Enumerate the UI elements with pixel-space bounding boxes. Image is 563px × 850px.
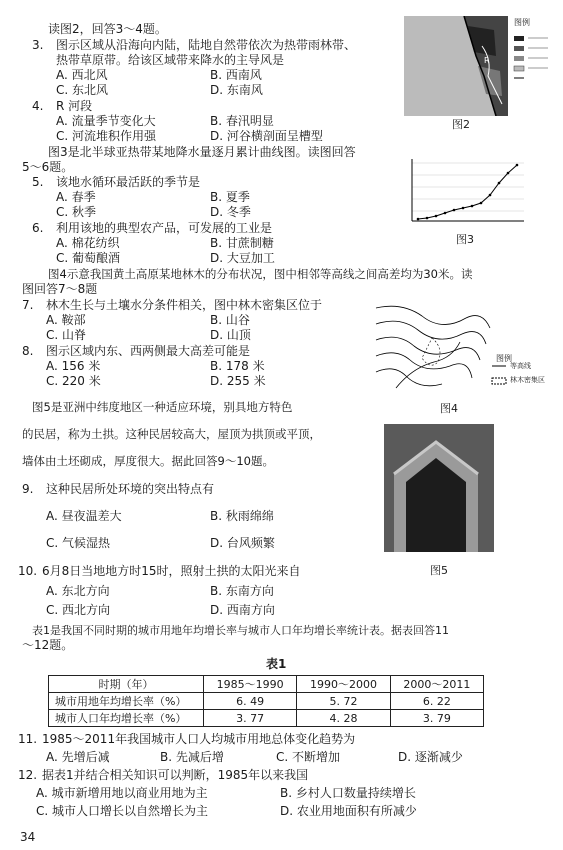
q5-option-c: C. 秋季	[56, 205, 97, 219]
q7-number: 7.	[22, 298, 34, 312]
table-cell: 3. 77	[204, 710, 297, 727]
table-header-cell: 1990～2000	[297, 676, 390, 693]
q3-stem: 图示区域从沿海向内陆，陆地自然带依次为热带雨林带、	[56, 38, 357, 52]
q9-option-c: C. 气候湿热	[46, 536, 111, 550]
table-cell: 城市用地年均增长率（%）	[49, 693, 204, 710]
q4-option-a: A. 流量季节变化大	[56, 114, 156, 128]
q8-number: 8.	[22, 344, 34, 358]
q8-option-a: A. 156 米	[46, 359, 101, 373]
figure-4-caption: 图4	[440, 402, 458, 415]
figure-5-caption: 图5	[430, 564, 448, 577]
q5-number: 5.	[32, 175, 44, 189]
figure-3-caption: 图3	[456, 233, 474, 246]
q9-stem: 这种民居所处环境的突出特点有	[46, 482, 215, 496]
section-intro: 读图2，回答3～4题。	[48, 22, 167, 36]
section-intro-fig4: 图4示意我国黄土高原某地林木的分布状况，图中相邻等高线之间高差均为30米。读	[48, 267, 473, 281]
q5-option-b: B. 夏季	[210, 190, 250, 204]
figure-5-photo	[384, 424, 494, 552]
q11-number: 11.	[18, 732, 38, 746]
q12-option-b: B. 乡村人口数量持续增长	[280, 786, 416, 800]
table-header-cell: 2000～2011	[390, 676, 483, 693]
figure-2-legend-title: 图例	[514, 18, 530, 27]
q4-stem: R 河段	[56, 99, 93, 113]
q11-option-b: B. 先减后增	[160, 750, 224, 764]
table-1	[48, 675, 484, 727]
q7-option-a: A. 鞍部	[46, 313, 86, 327]
q3-option-d: D. 东南风	[210, 83, 263, 97]
table-header-cell: 1985～1990	[204, 676, 297, 693]
q4-option-c: C. 河流堆积作用强	[56, 129, 157, 143]
q12-option-a: A. 城市新增用地以商业用地为主	[36, 786, 208, 800]
q12-option-d: D. 农业用地面积有所减少	[280, 804, 417, 818]
figure-4-legend-title: 图例	[496, 354, 512, 363]
q8-stem: 图示区域内东、西两侧最大高差可能是	[46, 344, 251, 358]
coastline-map-graphic	[404, 16, 552, 116]
table-row	[49, 710, 484, 727]
q10-option-a: A. 东北方向	[46, 584, 110, 598]
table-cell: 城市人口年均增长率（%）	[49, 710, 204, 727]
q6-option-b: B. 甘蔗制糖	[210, 236, 274, 250]
q6-option-d: D. 大豆加工	[210, 251, 275, 265]
table-row	[49, 693, 484, 710]
figure-2-map	[404, 16, 552, 116]
q5-option-d: D. 冬季	[210, 205, 251, 219]
q7-stem: 林木生长与土壤水分条件相关，图中林木密集区位于	[46, 298, 323, 312]
figure-2-marker: R	[484, 56, 490, 65]
q3-option-a: A. 西北风	[56, 68, 108, 82]
section-intro-table1: 表1是我国不同时期的城市用地年均增长率与城市人口年均增长率统计表。据表回答11	[32, 624, 449, 637]
q3-option-c: C. 东北风	[56, 83, 109, 97]
q4-number: 4.	[32, 99, 44, 113]
section-intro-fig5: 图5是亚洲中纬度地区一种适应环境，别具地方特色	[32, 400, 293, 414]
figure-3-chart	[396, 155, 528, 231]
table-cell: 6. 49	[204, 693, 297, 710]
q5-stem: 该地水循环最活跃的季节是	[56, 175, 201, 189]
table-header-cell: 时期（年）	[49, 676, 204, 693]
table-1-title: 表1	[266, 657, 287, 671]
q3-stem-cont: 热带草原带。给该区域带来降水的主导风是	[56, 53, 285, 67]
q7-option-b: B. 山谷	[210, 313, 250, 327]
q4-option-d: D. 河谷横剖面呈槽型	[210, 129, 323, 143]
q9-option-b: B. 秋雨绵绵	[210, 509, 274, 523]
q11-option-a: A. 先增后减	[46, 750, 110, 764]
q6-option-a: A. 棉花纺织	[56, 236, 120, 250]
q11-option-c: C. 不断增加	[276, 750, 341, 764]
table-cell: 4. 28	[297, 710, 390, 727]
figure-4-legend-contour: 等高线	[510, 362, 531, 370]
q10-option-d: D. 西南方向	[210, 603, 275, 617]
q6-option-c: C. 葡萄酿酒	[56, 251, 121, 265]
q5-option-a: A. 春季	[56, 190, 96, 204]
q8-option-d: D. 255 米	[210, 374, 266, 388]
q8-option-b: B. 178 米	[210, 359, 265, 373]
earthen-arch-dwelling-graphic	[384, 424, 494, 552]
q8-option-c: C. 220 米	[46, 374, 101, 388]
section-intro-fig4-cont: 图回答7～8题	[22, 282, 98, 296]
q6-stem: 利用该地的典型农产品，可发展的工业是	[56, 221, 273, 235]
q9-option-d: D. 台风频繁	[210, 536, 275, 550]
q10-option-c: C. 西北方向	[46, 603, 111, 617]
section-intro-fig3-cont: 5～6题。	[22, 160, 74, 174]
section-intro-table1-cont: ～12题。	[22, 638, 74, 652]
cumulative-precipitation-graphic	[396, 155, 528, 231]
q9-option-a: A. 昼夜温差大	[46, 509, 122, 523]
q10-number: 10.	[18, 564, 38, 578]
table-cell: 5. 72	[297, 693, 390, 710]
q6-number: 6.	[32, 221, 44, 235]
figure-4-legend-forest: 林木密集区	[510, 376, 545, 384]
q7-option-c: C. 山脊	[46, 328, 87, 342]
section-intro-fig5-cont1: 的民居，称为土拱。这种民居较高大，屋顶为拱顶或平顶，	[22, 427, 321, 441]
q3-option-b: B. 西南风	[210, 68, 262, 82]
table-header-row	[49, 676, 484, 693]
section-intro-fig3: 图3是北半球亚热带某地降水量逐月累计曲线图。读图回答	[48, 145, 356, 159]
q12-option-c: C. 城市人口增长以自然增长为主	[36, 804, 209, 818]
q10-stem: 6月8日当地地方时15时，照射土拱的太阳光来自	[42, 564, 301, 578]
table-cell: 3. 79	[390, 710, 483, 727]
table-cell: 6. 22	[390, 693, 483, 710]
q12-stem: 据表1并结合相关知识可以判断，1985年以来我国	[42, 768, 309, 782]
figure-4-contour-map	[372, 298, 548, 398]
q7-option-d: D. 山顶	[210, 328, 251, 342]
page-number: 34	[20, 830, 36, 844]
q12-number: 12.	[18, 768, 38, 782]
q11-option-d: D. 逐渐减少	[398, 750, 463, 764]
q3-number: 3.	[32, 38, 44, 52]
q10-option-b: B. 东南方向	[210, 584, 274, 598]
q9-number: 9.	[22, 482, 34, 496]
q4-option-b: B. 春汛明显	[210, 114, 274, 128]
figure-2-caption: 图2	[452, 118, 470, 131]
section-intro-fig5-cont2: 墙体由土坯砌成，厚度很大。据此回答9～10题。	[22, 454, 274, 468]
q11-stem: 1985～2011年我国城市人口人均城市用地总体变化趋势为	[42, 732, 356, 746]
